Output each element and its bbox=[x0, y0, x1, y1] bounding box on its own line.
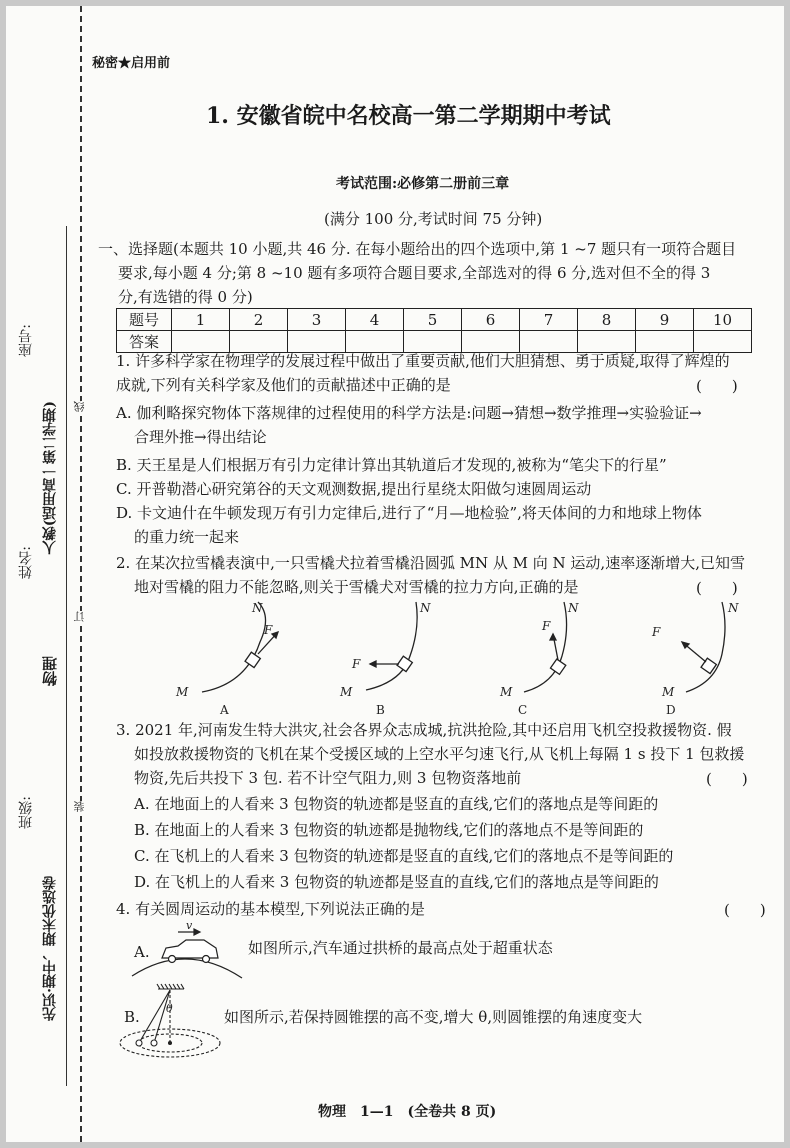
q4-option-b-label: B. bbox=[124, 1008, 140, 1026]
q2-answer-paren: ( ) bbox=[696, 579, 738, 597]
section-text: 要求,每小题 4 分;第 8 ~10 题有多项符合题目要求,全部选对的得 6 分,选对但不全的得 3 bbox=[118, 264, 711, 282]
number-cell: 3 bbox=[288, 309, 346, 331]
q3-option-a: A. 在地面上的人看来 3 包物资的轨迹都是竖直的直线,它们的落地点是等间距的 bbox=[134, 795, 659, 813]
label-f: F bbox=[264, 623, 273, 637]
q4-answer-paren: ( ) bbox=[724, 901, 766, 919]
number-cell: 2 bbox=[230, 309, 288, 331]
q2-figures bbox=[6, 6, 784, 1142]
exam-scope: 考试范围:必修第二册前三章 bbox=[336, 176, 510, 192]
page-title: 1. 安徽省皖中名校高一第二学期期中考试 bbox=[206, 103, 611, 129]
header-cell: 答案 bbox=[117, 331, 172, 353]
edition-label: 人教(适用高一第二学期) bbox=[42, 401, 58, 555]
number-cell: 10 bbox=[694, 309, 752, 331]
label-m: M bbox=[500, 685, 513, 699]
q2-stem: 地对雪橇的阻力不能忽略,则关于雪橇犬对雪橇的拉力方向,正确的是 bbox=[134, 578, 579, 596]
label-f: F bbox=[542, 619, 551, 633]
figure-d bbox=[682, 602, 725, 692]
class-label: 班级: bbox=[18, 796, 34, 829]
section-heading: 一、选择题(本题共 10 小题,共 46 分. 在每小题给出的四个选项中,第 1 ~7 题只有一项符合题目 bbox=[98, 240, 737, 258]
q1-stem: 成就,下列有关科学家及他们的贡献描述中正确的是 bbox=[116, 376, 451, 394]
label-m: M bbox=[340, 685, 353, 699]
secret-label: 秘密★启用前 bbox=[92, 56, 171, 71]
q1-stem: 1. 许多科学家在物理学的发展过程中做出了重要贡献,他们大胆猜想、勇于质疑,取得了辉煌的 bbox=[116, 352, 730, 370]
line-char: 装 bbox=[73, 801, 86, 812]
q1-option-b: B. 天王星是人们根据万有引力定律计算出其轨道后才发现的,被称为“笔尖下的行星” bbox=[116, 456, 667, 474]
label-n: N bbox=[252, 601, 263, 615]
line-char: 线 bbox=[73, 401, 86, 412]
number-cell: 4 bbox=[346, 309, 404, 331]
q3-stem: 物资,先后共投下 3 包. 若不计空气阻力,则 3 包物资落地前 bbox=[134, 769, 522, 787]
section-text: 分,有选错的得 0 分) bbox=[118, 288, 253, 306]
seat-label: 座号: bbox=[18, 324, 34, 357]
q3-option-d: D. 在飞机上的人看来 3 包物资的轨迹都是竖直的直线,它们的落地点是等间距的 bbox=[134, 873, 659, 891]
q4-stem: 4. 有关圆周运动的基本模型,下列说法正确的是 bbox=[116, 900, 425, 918]
q1-option-a-cont: 合理外推→得出结论 bbox=[134, 428, 267, 446]
label-m: M bbox=[176, 685, 189, 699]
score-time: (满分 100 分,考试时间 75 分钟) bbox=[324, 210, 543, 228]
number-cell: 5 bbox=[404, 309, 462, 331]
q4-option-a: 如图所示,汽车通过拱桥的最高点处于超重状态 bbox=[248, 939, 553, 957]
q3-option-c: C. 在飞机上的人看来 3 包物资的轨迹都是竖直的直线,它们的落地点不是等间距的 bbox=[134, 847, 674, 865]
number-cell: 8 bbox=[578, 309, 636, 331]
figure-label: C bbox=[518, 703, 528, 717]
label-n: N bbox=[728, 601, 739, 615]
figure-a bbox=[202, 602, 278, 692]
number-cell: 9 bbox=[636, 309, 694, 331]
number-cell: 1 bbox=[172, 309, 230, 331]
q3-stem: 3. 2021 年,河南发生特大洪灾,社会各界众志成城,抗洪抢险,其中还启用飞机空投救援物资. 假 bbox=[116, 721, 732, 739]
q4-option-b: 如图所示,若保持圆锥摆的高不变,增大 θ,则圆锥摆的角速度变大 bbox=[224, 1008, 643, 1026]
page-footer: 物理 1—1 (全卷共 8 页) bbox=[318, 1104, 497, 1120]
exam-page bbox=[6, 6, 784, 1142]
line-char: 订 bbox=[73, 611, 86, 622]
q3-option-b: B. 在地面上的人看来 3 包物资的轨迹都是抛物线,它们的落地点不是等间距的 bbox=[134, 821, 644, 839]
figure-b bbox=[366, 602, 417, 690]
subject-label: 物理 bbox=[41, 656, 59, 686]
label-n: N bbox=[420, 601, 431, 615]
velocity-label: v bbox=[186, 919, 193, 932]
q3-stem: 如投放救援物资的飞机在某个受援区域的上空水平匀速飞行,从飞机上每隔 1 s 投下 1 包救援 bbox=[134, 745, 745, 763]
q4-option-a-label: A. bbox=[134, 943, 150, 961]
q3-answer-paren: ( ) bbox=[706, 770, 748, 788]
header-cell: 题号 bbox=[117, 309, 172, 331]
label-m: M bbox=[662, 685, 675, 699]
label-f: F bbox=[652, 625, 661, 639]
number-cell: 7 bbox=[520, 309, 578, 331]
q1-option-a: A. 伽利略探究物体下落规律的过程使用的科学方法是:问题→猜想→数学推理→实验验证→ bbox=[116, 404, 702, 422]
q1-answer-paren: ( ) bbox=[696, 377, 738, 395]
figure-label: D bbox=[666, 703, 676, 717]
figure-label: B bbox=[376, 703, 385, 717]
brand-label: 先识·期中、期末优选卷 bbox=[42, 876, 58, 1021]
q1-option-d: D. 卡文迪什在牛顿发现万有引力定律后,进行了“月—地检验”,将天体间的力和地球上物体 bbox=[116, 504, 702, 522]
figure-label: A bbox=[220, 703, 229, 717]
q1-option-d-cont: 的重力统一起来 bbox=[134, 528, 240, 546]
label-f: F bbox=[352, 657, 361, 671]
label-n: N bbox=[568, 601, 579, 615]
theta-label: θ bbox=[166, 1002, 173, 1015]
figure-c bbox=[524, 602, 567, 692]
number-cell: 6 bbox=[462, 309, 520, 331]
name-label: 姓名: bbox=[18, 546, 34, 579]
q2-stem: 2. 在某次拉雪橇表演中,一只雪橇犬拉着雪橇沿圆弧 MN 从 M 向 N 运动,速率逐渐增大,已知雪 bbox=[116, 554, 745, 572]
q1-option-c: C. 开普勒潜心研究第谷的天文观测数据,提出行星绕太阳做匀速圆周运动 bbox=[116, 480, 592, 498]
